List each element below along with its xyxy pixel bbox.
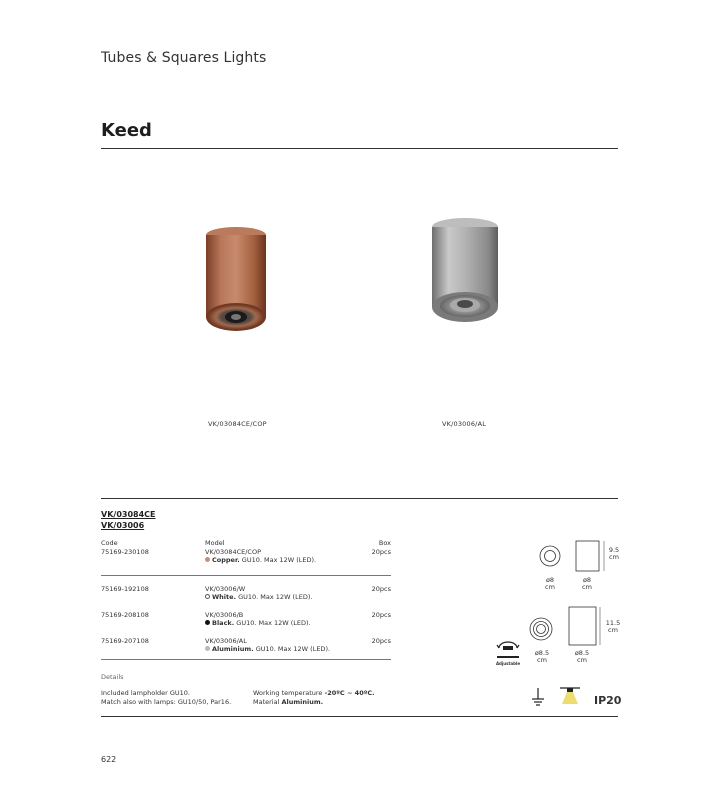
box-qty: 20pcs xyxy=(371,584,391,593)
model-description xyxy=(205,619,331,628)
finish-swatch-icon xyxy=(205,620,210,625)
dimension-drawings xyxy=(490,535,625,670)
section-divider xyxy=(101,498,618,499)
product-code: 75169-192108 xyxy=(101,584,149,593)
dim-diameter-top: ø8 cm xyxy=(545,576,555,591)
box-qty: 20pcs xyxy=(331,628,391,660)
page-number: 622 xyxy=(101,755,117,764)
model-name: VK/03084CE/COP xyxy=(205,547,261,556)
box-qty: 20pcs xyxy=(371,610,391,619)
product-caption: VK/03006/AL xyxy=(442,420,487,428)
product-model xyxy=(205,602,331,628)
dim-diameter-side: ø8.5 cm xyxy=(574,649,590,664)
header-model: Model xyxy=(205,539,225,547)
dim-height: 11.5 cm xyxy=(605,619,621,634)
dim-diameter-side: ø8 cm xyxy=(582,576,592,591)
finish-swatch-icon xyxy=(205,557,210,562)
model-name: VK/03006/W xyxy=(205,584,246,593)
finish-desc: GU10. Max 12W (LED). xyxy=(238,593,313,601)
header-divider xyxy=(101,148,618,149)
model-name: VK/03006/AL xyxy=(205,636,247,645)
product-model xyxy=(205,628,331,660)
table-row xyxy=(101,628,391,660)
ceiling-lamp-icon xyxy=(559,687,581,705)
adjustable-label: Adjustable xyxy=(495,661,521,666)
product-code: 75169-230108 xyxy=(101,548,205,576)
finish-name: Aluminium. xyxy=(212,645,254,653)
model-description xyxy=(205,556,331,565)
finish-desc: GU10. Max 12W (LED). xyxy=(236,619,311,627)
finish-swatch-icon xyxy=(205,594,210,599)
finish-name: White. xyxy=(212,593,237,601)
product-family-title: Keed xyxy=(101,120,152,141)
finish-desc: GU10. Max 12W (LED). xyxy=(255,645,331,653)
table-row xyxy=(101,548,391,576)
footer-divider xyxy=(101,716,618,717)
product-model xyxy=(205,575,331,602)
dim-diameter-top: ø8.5 cm xyxy=(534,649,550,664)
table-row xyxy=(101,602,391,628)
header-box: Box xyxy=(378,539,391,547)
product-caption: VK/03084CE/COP xyxy=(208,420,267,428)
category-title: Tubes & Squares Lights xyxy=(101,50,267,66)
details-line: Match also with lamps: GU10/50, Par16. xyxy=(101,698,232,706)
details-column xyxy=(101,689,231,707)
details-title: Details xyxy=(101,673,124,681)
finish-desc: GU10. Max 12W (LED). xyxy=(241,556,317,564)
product-code: 75169-208108 xyxy=(101,610,149,619)
table-row xyxy=(101,575,391,602)
ground-icon xyxy=(530,688,546,706)
details-line: Working temperature -20ºC ~ 40ºC. xyxy=(253,689,375,697)
model-description xyxy=(205,645,331,654)
product-model xyxy=(205,548,331,576)
ip-rating: IP20 xyxy=(594,694,622,707)
details-line: Material Aluminium. xyxy=(253,698,324,706)
aluminium-downlight-image xyxy=(428,216,502,326)
dim-height: 9.5 cm xyxy=(608,546,620,561)
model-name: VK/03006/B xyxy=(205,610,244,619)
product-code: 75169-207108 xyxy=(101,628,205,660)
finish-name: Copper. xyxy=(212,556,240,564)
model-heading: VK/03006 xyxy=(101,521,145,530)
model-description xyxy=(205,593,331,602)
box-qty: 20pcs xyxy=(331,548,391,576)
spec-table-header xyxy=(101,539,391,548)
model-heading: VK/03084CE xyxy=(101,510,156,519)
finish-name: Black. xyxy=(212,619,235,627)
spec-table xyxy=(101,539,391,660)
details-line: Included lampholder GU10. xyxy=(101,689,190,697)
copper-downlight-image xyxy=(200,225,272,333)
finish-swatch-icon xyxy=(205,646,210,651)
header-code: Code xyxy=(101,539,118,547)
details-column xyxy=(253,689,375,707)
